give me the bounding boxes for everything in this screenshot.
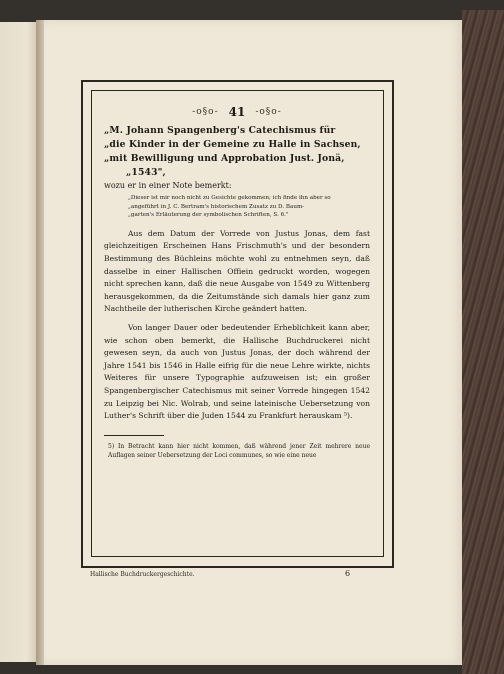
page-number: 41: [228, 105, 246, 119]
title-line: „1543",: [126, 167, 166, 178]
quoted-note: [104, 194, 370, 220]
footnote-divider: [104, 435, 164, 436]
body-paragraph-2: Von langer Dauer oder bedeutender Erheblichkeit kann aber, wie schon oben bemerkt, die Hallische Buchdruckerei nicht gewesen seyn, da auch von Justus Jonas, der doch während der Jahre 1541 bis 1546 in Halle eifrig für die neue Lehre wirkte, nichts Weiteres für unsere Typographie aufzuweisen ist; ein großer Spangenbergischer Catechismus mit seiner Vorrede hingegen 1542 zu Leipzig bei Nic. Wolrab, und seine lateinische Uebersetzung von Luther's Schrift über die Juden 1544 zu Frankfurt herauskam ⁵).: [104, 322, 370, 421]
left-page-edge: [0, 22, 39, 662]
note-line: „garten's Erläuterung der symbolischen Schriften, S. 6.": [128, 212, 289, 219]
signature-line: Hallische Buchdruckergeschichte.: [90, 571, 195, 578]
intro-text: wozu er in einer Note bemerkt:: [104, 181, 232, 190]
ornament-left-icon: -o§o-: [192, 107, 219, 117]
footnote: 5) In Betracht kann hier nicht kommen, daß während jener Zeit mehrere neue Auflagen seiner Uebersetzung der Loci communes, so wie eine neue: [108, 442, 370, 459]
note-line: „angeführt in J. C. Bertram's historischem Zusatz zu D. Baum-: [128, 203, 305, 210]
title-line: „M. Johann Spangenberg's Catechismus für: [104, 125, 336, 136]
page-header: [104, 104, 370, 120]
title-line: „mit Bewilligung und Approbation Just. Jonä,: [104, 153, 345, 164]
title-line: „die Kinder in der Gemeine zu Halle in Sachsen,: [104, 139, 361, 150]
sheet-number: 6: [345, 569, 351, 578]
body-paragraph-1: Aus dem Datum der Vorrede von Justus Jonas, dem fast gleichzeitigen Erscheinen Hans Frischmuth's und der besondern Bestimmung des Büchleins möchte wohl zu entnehmen seyn, daß dasselbe in einer Hallischen Offiein gedruckt worden, wogegen nicht sprechen kann, daß die neue Ausgabe von 1549 zu Wittenberg herausgekommen, da die Zeitumstände sich damals hier ganz zum Nachtheile der lutherischen Kirche geändert hatten.: [104, 228, 370, 314]
page-content: [104, 104, 370, 460]
ornament-right-icon: -o§o-: [255, 107, 282, 117]
note-line: „Dieser ist mir noch nicht zu Gesichte gekommen; ich finde ihn aber so: [128, 195, 331, 201]
book-cover-edge: [462, 10, 504, 674]
